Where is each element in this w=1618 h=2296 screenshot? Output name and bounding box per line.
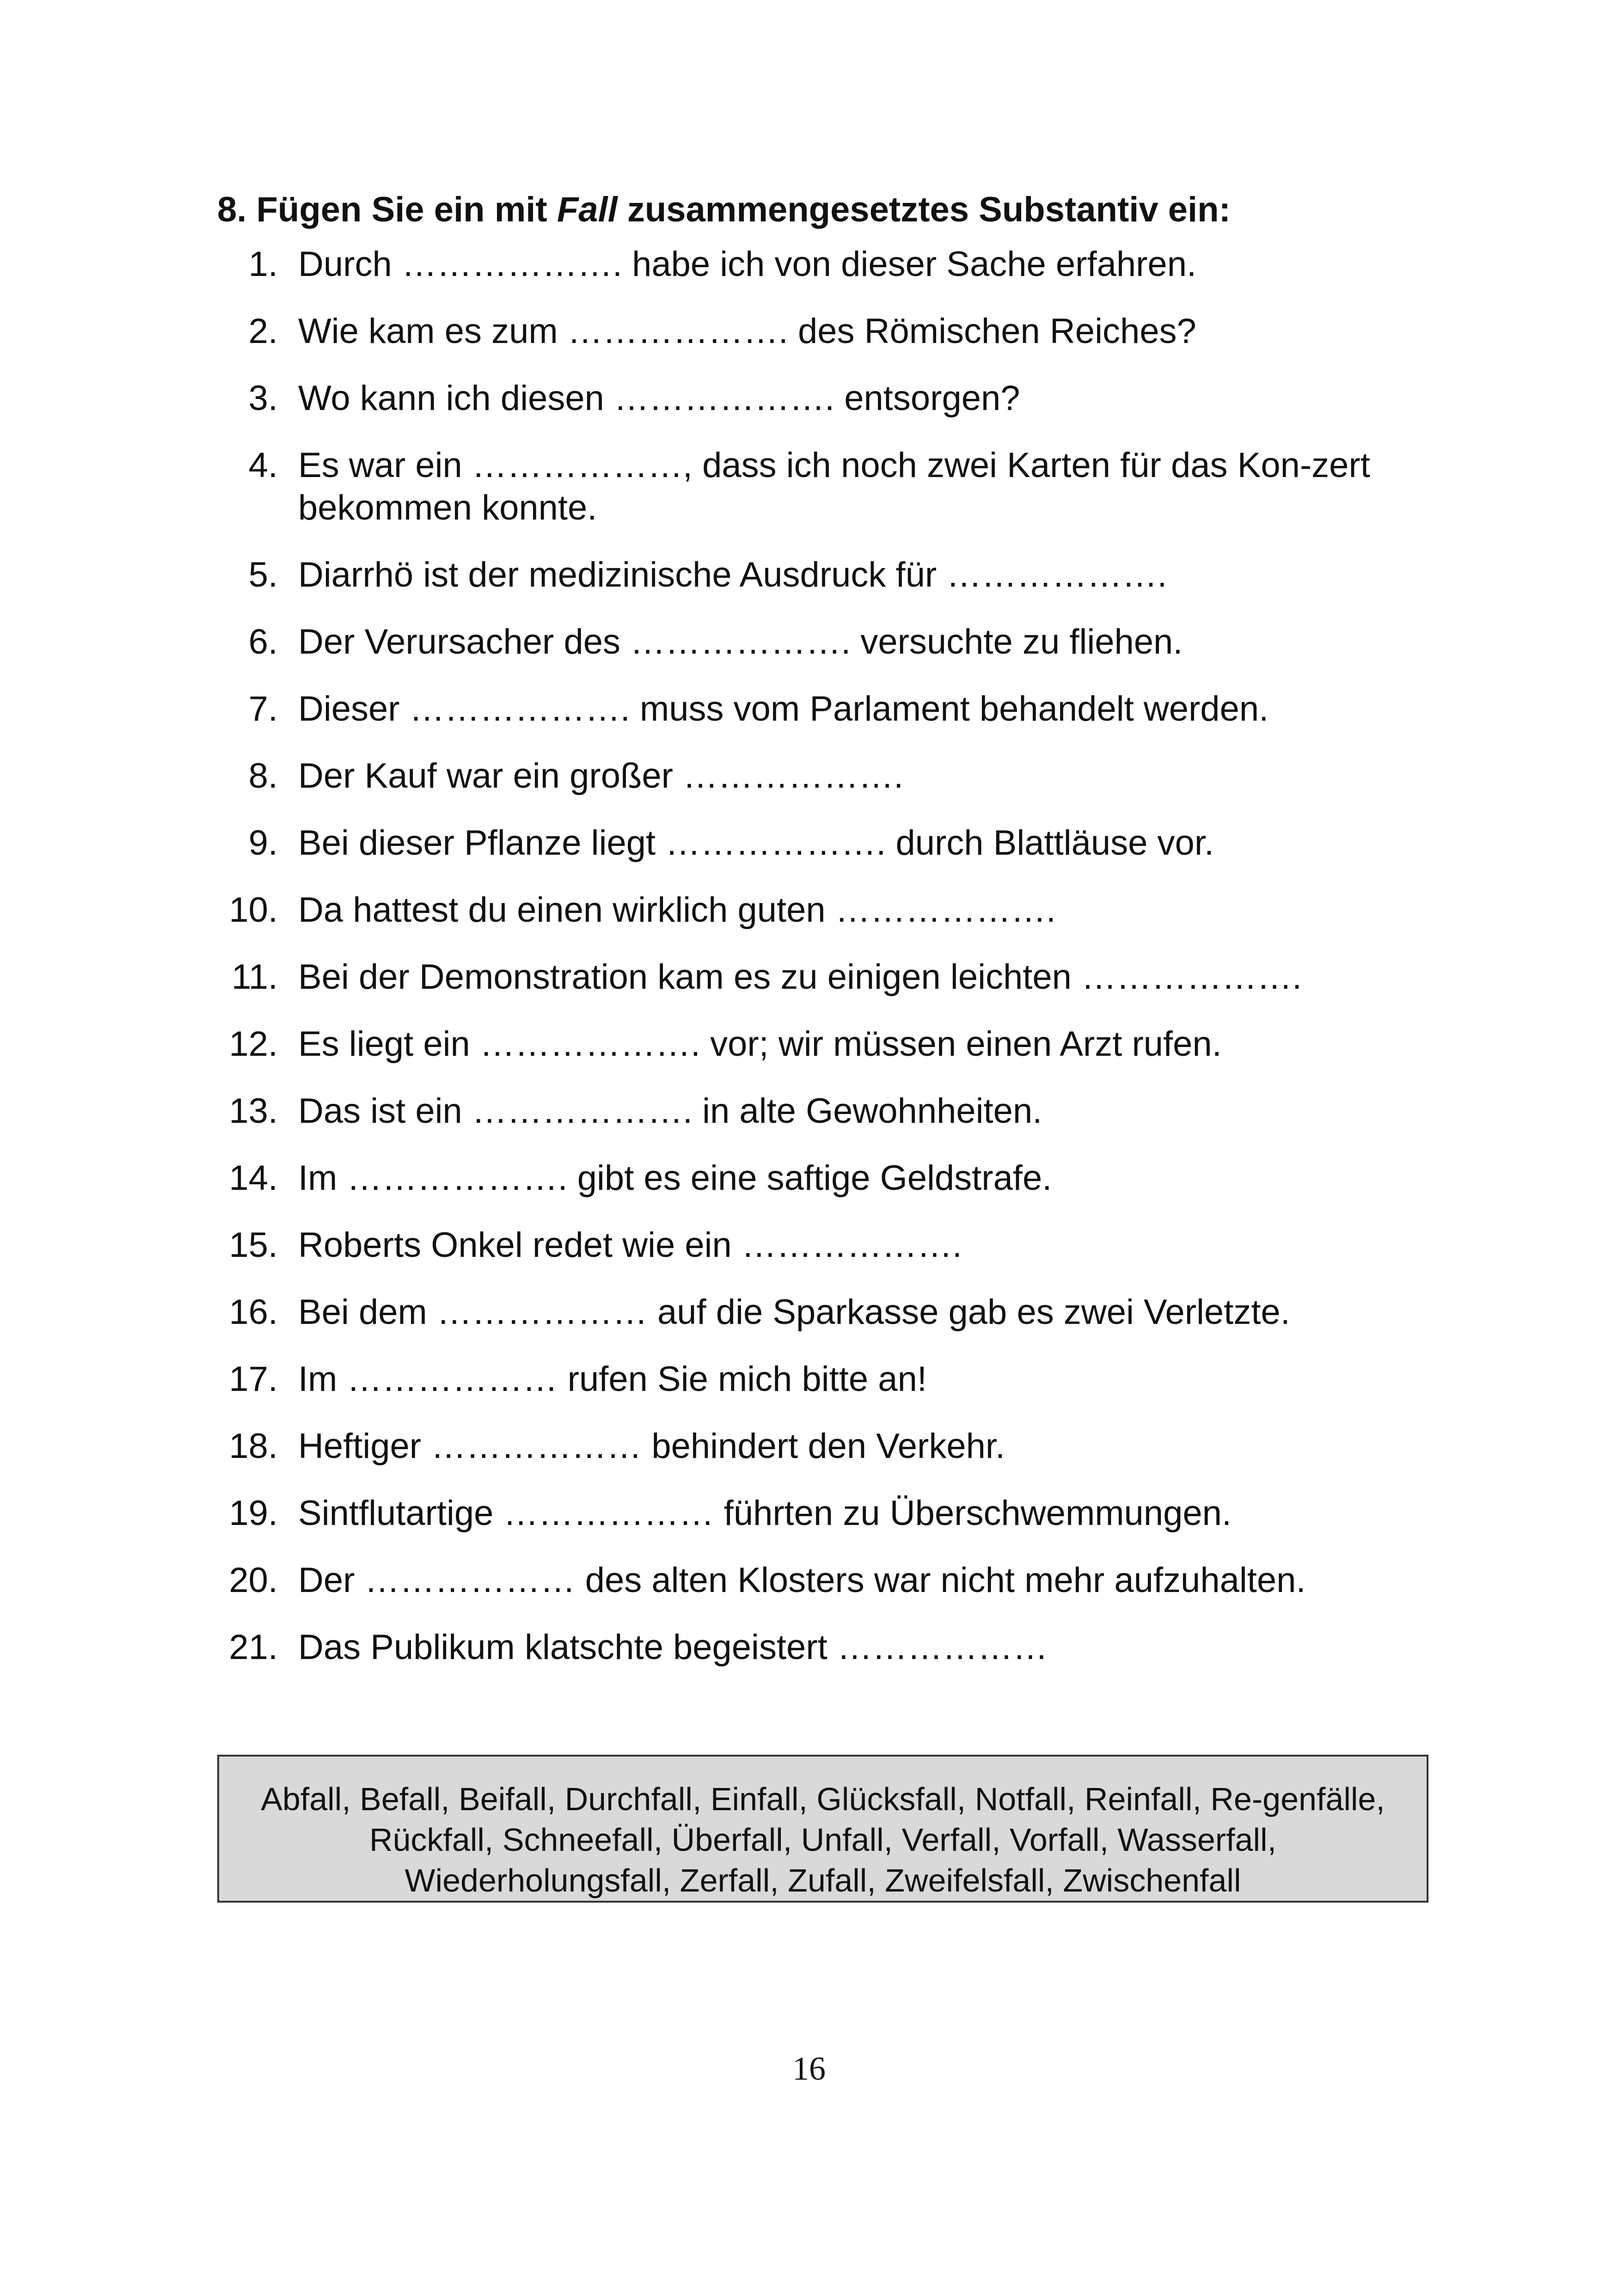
item-sentence: Es liegt ein ………………. vor; wir müssen einen Arzt rufen.	[298, 1024, 1222, 1064]
exercise-item	[217, 755, 1438, 797]
item-sentence: Bei dem ……………… auf die Sparkasse gab es zwei Verletzte.	[298, 1292, 1290, 1332]
exercise-item	[217, 956, 1438, 998]
exercise-item	[217, 243, 1438, 286]
exercise-item	[217, 1425, 1438, 1468]
item-sentence: Der Verursacher des ………………. versuchte zu fliehen.	[298, 622, 1183, 661]
item-number: 10.	[229, 890, 278, 930]
item-sentence: Roberts Onkel redet wie ein ……………….	[298, 1225, 962, 1265]
exercise-item	[217, 1090, 1438, 1133]
item-sentence: Bei dieser Pflanze liegt ………………. durch Blattläuse vor.	[298, 823, 1214, 863]
item-sentence: Wie kam es zum ………………. des Römischen Reiches?	[298, 312, 1196, 351]
item-sentence: Der ……………… des alten Klosters war nicht mehr aufzuhalten.	[298, 1561, 1306, 1600]
exercise-item	[217, 1023, 1438, 1065]
heading-prefix: 8. Fügen Sie ein mit	[217, 190, 557, 229]
item-number: 20.	[229, 1561, 278, 1600]
exercise-item	[217, 822, 1438, 864]
heading-emphasis: Fall	[557, 190, 618, 229]
item-sentence: Es war ein ………………, dass ich noch zwei Karten für das Kon-zert bekommen konnte.	[298, 446, 1370, 527]
item-number: 2.	[248, 312, 278, 351]
item-number: 17.	[229, 1359, 278, 1399]
item-number: 8.	[248, 756, 278, 796]
item-number: 3.	[248, 379, 278, 418]
item-sentence: Diarrhö ist der medizinische Ausdruck für ……………….	[298, 555, 1167, 594]
item-number: 1.	[248, 245, 278, 284]
item-sentence: Das ist ein ………………. in alte Gewohnheiten.	[298, 1091, 1042, 1131]
item-number: 12.	[229, 1024, 278, 1064]
item-number: 7.	[248, 689, 278, 729]
exercise-item	[217, 444, 1438, 529]
exercise-item	[217, 377, 1438, 420]
item-sentence: Wo kann ich diesen ………………. entsorgen?	[298, 379, 1020, 418]
item-number: 6.	[248, 622, 278, 661]
heading-suffix: zusammengesetztes Substantiv ein:	[617, 190, 1231, 229]
exercise-item	[217, 1291, 1438, 1334]
exercise-item	[217, 1626, 1438, 1669]
item-sentence: Da hattest du einen wirklich guten ……………….	[298, 890, 1056, 930]
item-number: 16.	[229, 1292, 278, 1332]
exercise-item	[217, 889, 1438, 931]
item-number: 15.	[229, 1225, 278, 1265]
word-box	[217, 1755, 1428, 1903]
exercise-heading	[217, 185, 1438, 235]
item-sentence: Im ………………. gibt es eine saftige Geldstrafe.	[298, 1158, 1052, 1198]
exercise-item	[217, 1358, 1438, 1401]
item-sentence: Durch ………………. habe ich von dieser Sache erfahren.	[298, 245, 1197, 284]
exercise-section	[217, 185, 1438, 1693]
exercise-item	[217, 310, 1438, 353]
exercise-item	[217, 1492, 1438, 1535]
exercise-item	[217, 1224, 1438, 1267]
item-number: 4.	[248, 446, 278, 485]
item-sentence: Das Publikum klatschte begeistert ………………	[298, 1628, 1048, 1667]
item-sentence: Sintflutartige ……………… führten zu Überschwemmungen.	[298, 1494, 1232, 1533]
word-box-text: Abfall, Befall, Beifall, Durchfall, Einfall, Glücksfall, Notfall, Reinfall, Re-genfälle, Rückfall, Schneefall, Überfall, Unfall, Verfall, Vorfall, Wasserfall, Wiederholungsfall, Zerfall, Zufall, Zweifelsfall, Zwischenfall	[261, 1781, 1385, 1898]
item-sentence: Bei der Demonstration kam es zu einigen leichten ……………….	[298, 957, 1302, 997]
exercise-items	[217, 243, 1438, 1669]
item-number: 14.	[229, 1158, 278, 1198]
page-number: 16	[792, 2050, 826, 2087]
exercise-item	[217, 1559, 1438, 1602]
item-sentence: Heftiger ……………… behindert den Verkehr.	[298, 1427, 1005, 1466]
item-number: 19.	[229, 1494, 278, 1533]
exercise-item	[217, 688, 1438, 730]
exercise-item	[217, 1157, 1438, 1200]
item-number: 9.	[248, 823, 278, 863]
item-number: 18.	[229, 1427, 278, 1466]
item-sentence: Der Kauf war ein großer ……………….	[298, 756, 904, 796]
exercise-item	[217, 554, 1438, 596]
item-sentence: Im ……………… rufen Sie mich bitte an!	[298, 1359, 927, 1399]
item-sentence: Dieser ………………. muss vom Parlament behandelt werden.	[298, 689, 1269, 729]
item-number: 5.	[248, 555, 278, 594]
exercise-item	[217, 621, 1438, 663]
item-number: 21.	[229, 1628, 278, 1667]
item-number: 11.	[231, 957, 278, 997]
item-number: 13.	[229, 1091, 278, 1131]
